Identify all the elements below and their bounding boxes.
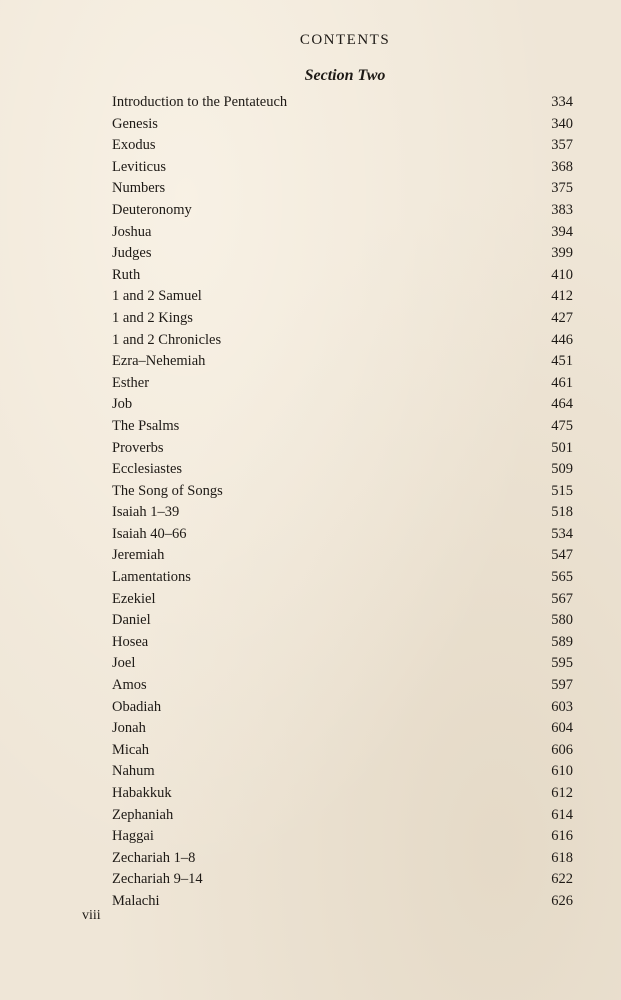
toc-entry xyxy=(112,157,573,179)
toc-entry-title: Genesis xyxy=(112,115,158,132)
table-of-contents xyxy=(112,92,573,913)
toc-entry-page-number: 597 xyxy=(551,677,573,694)
toc-entry-page-number: 383 xyxy=(551,201,573,218)
toc-entry xyxy=(112,718,573,740)
toc-entry-title: Job xyxy=(112,396,133,413)
toc-entry-title: Esther xyxy=(112,374,150,391)
toc-entry xyxy=(112,502,573,524)
toc-entry-title: Isaiah 1–39 xyxy=(112,504,180,521)
toc-entry-page-number: 509 xyxy=(551,461,573,478)
toc-entry-title: Numbers xyxy=(112,180,166,197)
toc-entry-page-number: 461 xyxy=(551,374,573,391)
toc-entry xyxy=(112,761,573,783)
toc-entry xyxy=(112,438,573,460)
toc-entry xyxy=(112,265,573,287)
toc-entry-page-number: 604 xyxy=(551,720,573,737)
toc-entry xyxy=(112,524,573,546)
toc-entry xyxy=(112,869,573,891)
toc-entry xyxy=(112,697,573,719)
toc-entry xyxy=(112,222,573,244)
toc-entry xyxy=(112,481,573,503)
toc-entry-page-number: 357 xyxy=(551,137,573,154)
toc-entry-title: Micah xyxy=(112,741,150,758)
toc-entry xyxy=(112,114,573,136)
toc-entry-title: Habakkuk xyxy=(112,785,172,801)
toc-entry-title: Lamentations xyxy=(112,569,191,586)
page-title: CONTENTS xyxy=(299,32,391,48)
toc-entry-title: Ecclesiastes xyxy=(112,461,183,478)
toc-entry-title: Zechariah 1–8 xyxy=(112,849,196,866)
toc-entry xyxy=(112,243,573,265)
toc-entry-title: Hosea xyxy=(112,633,149,650)
toc-entry-page-number: 446 xyxy=(551,331,573,348)
toc-entry-title: Isaiah 40–66 xyxy=(112,525,187,542)
toc-entry-title: Amos xyxy=(112,677,147,694)
toc-entry-title: 1 and 2 Samuel xyxy=(112,288,202,305)
toc-entry-title: Zephaniah xyxy=(112,806,174,823)
toc-entry-page-number: 375 xyxy=(551,180,573,197)
toc-entry xyxy=(112,567,573,589)
toc-entry-page-number: 614 xyxy=(551,806,573,823)
toc-entry-title: Ruth xyxy=(112,266,141,283)
toc-entry xyxy=(112,373,573,395)
toc-entry xyxy=(112,805,573,827)
toc-entry-title: The Psalms xyxy=(112,417,180,434)
toc-entry-title: Haggai xyxy=(112,828,154,845)
toc-entry-page-number: 610 xyxy=(551,763,573,780)
toc-entry xyxy=(112,848,573,870)
toc-entry xyxy=(112,459,573,481)
toc-entry-title: 1 and 2 Kings xyxy=(112,309,193,326)
toc-entry-title: Deuteronomy xyxy=(112,201,192,218)
toc-entry-page-number: 340 xyxy=(551,115,573,132)
toc-entry-page-number: 603 xyxy=(551,698,573,715)
section-heading: Section Two xyxy=(304,67,386,84)
toc-entry-title: 1 and 2 Chronicles xyxy=(112,331,222,348)
toc-entry-title: Proverbs xyxy=(112,439,164,456)
toc-entry-title: Obadiah xyxy=(112,698,162,715)
toc-entry-title: Joshua xyxy=(112,223,152,240)
toc-entry xyxy=(112,675,573,697)
toc-entry-page-number: 606 xyxy=(551,741,573,758)
toc-entry xyxy=(112,653,573,675)
toc-entry-page-number: 410 xyxy=(551,266,573,283)
toc-entry-page-number: 451 xyxy=(551,353,573,370)
toc-entry-title: Exodus xyxy=(112,137,156,154)
toc-entry-page-number: 412 xyxy=(551,288,573,305)
toc-entry xyxy=(112,589,573,611)
toc-entry-title: Malachi xyxy=(112,892,160,909)
toc-entry-title: Ezekiel xyxy=(112,590,156,607)
toc-entry-page-number: 618 xyxy=(551,849,573,866)
toc-entry xyxy=(112,135,573,157)
toc-entry xyxy=(112,891,573,913)
toc-entry xyxy=(112,92,573,114)
toc-entry-page-number: 626 xyxy=(551,892,573,909)
toc-entry xyxy=(112,178,573,200)
toc-entry-page-number: 501 xyxy=(551,439,573,456)
toc-entry xyxy=(112,740,573,762)
toc-entry-title: Jonah xyxy=(112,720,146,737)
toc-entry-page-number: 547 xyxy=(551,547,573,564)
toc-entry xyxy=(112,610,573,632)
toc-entry xyxy=(112,416,573,438)
toc-entry-page-number: 612 xyxy=(551,785,573,801)
toc-entry-page-number: 368 xyxy=(551,158,573,175)
toc-entry-page-number: 334 xyxy=(551,94,573,110)
toc-entry-title: Leviticus xyxy=(112,158,166,175)
toc-entry xyxy=(112,783,573,805)
toc-entry-page-number: 595 xyxy=(551,655,573,672)
toc-entry-page-number: 427 xyxy=(551,309,573,326)
toc-entry-title: The Song of Songs xyxy=(112,482,223,499)
toc-entry-title: Daniel xyxy=(112,612,151,629)
toc-entry-page-number: 567 xyxy=(551,590,573,607)
toc-entry-page-number: 580 xyxy=(551,612,573,629)
toc-entry xyxy=(112,394,573,416)
toc-entry-page-number: 515 xyxy=(551,482,573,499)
toc-entry-page-number: 622 xyxy=(551,871,573,888)
page-number: viii xyxy=(82,908,101,923)
toc-entry xyxy=(112,330,573,352)
toc-entry-title: Zechariah 9–14 xyxy=(112,871,203,888)
toc-entry-title: Joel xyxy=(112,655,136,672)
toc-entry xyxy=(112,632,573,654)
toc-entry-title: Judges xyxy=(112,245,152,262)
toc-entry xyxy=(112,351,573,373)
toc-entry-page-number: 475 xyxy=(551,417,573,434)
toc-entry-page-number: 616 xyxy=(551,828,573,845)
toc-entry xyxy=(112,286,573,308)
toc-entry-title: Ezra–Nehemiah xyxy=(112,353,206,370)
toc-entry-page-number: 589 xyxy=(551,633,573,650)
toc-entry xyxy=(112,545,573,567)
toc-entry-page-number: 464 xyxy=(551,396,573,413)
toc-entry-page-number: 565 xyxy=(551,569,573,586)
toc-entry-page-number: 394 xyxy=(551,223,573,240)
toc-entry-title: Introduction to the Pentateuch xyxy=(112,94,288,110)
toc-entry xyxy=(112,200,573,222)
toc-entry xyxy=(112,308,573,330)
toc-entry-page-number: 399 xyxy=(551,245,573,262)
toc-entry-title: Jeremiah xyxy=(112,547,165,564)
toc-entry-title: Nahum xyxy=(112,763,155,780)
toc-entry xyxy=(112,826,573,848)
toc-entry-page-number: 518 xyxy=(551,504,573,521)
toc-entry-page-number: 534 xyxy=(551,525,573,542)
